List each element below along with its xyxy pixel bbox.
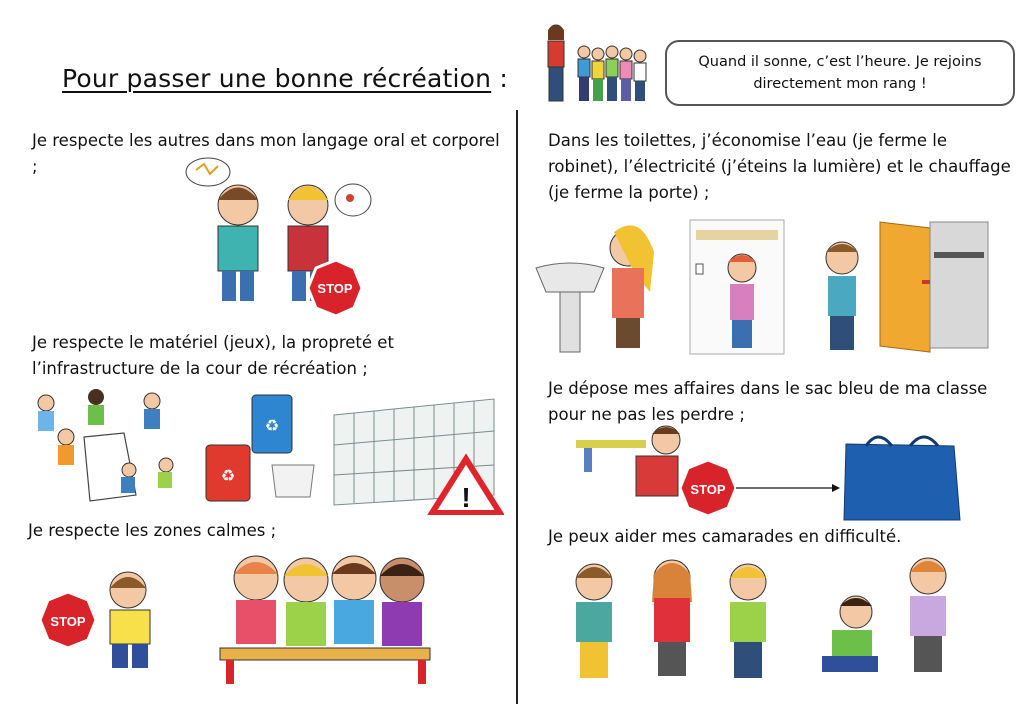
bucket-icon	[272, 465, 314, 497]
rule-respect-equipment: Je respecte le matériel (jeux), la propreté et l’infrastructure de la cour de récréation ;	[32, 333, 394, 378]
stop-sign-icon	[40, 592, 96, 648]
svg-text:!: !	[461, 482, 471, 513]
blue-bag-illustration	[570, 424, 1000, 524]
rule-toilets: Dans les toilettes, j’économise l’eau (je ferme le robinet), l’électricité (j’éteins la lumière) et le chauffage (je ferme la porte) ;	[548, 131, 1011, 202]
rule-blue-bag: Je dépose mes affaires dans le sac bleu de ma classe pour ne pas les perdre ;	[548, 379, 988, 424]
bench-with-kids	[220, 556, 430, 684]
hopscotch-kids	[38, 389, 173, 501]
rule-calm-zones: Je respecte les zones calmes ;	[28, 521, 277, 540]
stop-sign-icon	[308, 260, 362, 316]
rule-help-friends: Je peux aider mes camarades en difficulté.	[548, 527, 902, 546]
line-up-illustration	[540, 18, 660, 110]
rule-respect-others: Je respecte les autres dans mon langage oral et corporel ;	[32, 131, 500, 176]
sink-girl	[536, 225, 654, 352]
svg-text:STOP: STOP	[50, 614, 86, 629]
svg-text:STOP: STOP	[690, 482, 726, 497]
door-boy	[826, 222, 988, 352]
angry-scribble-icon	[186, 158, 230, 186]
helping-illustration	[560, 552, 990, 688]
page-title: Pour passer une bonne récréation :	[62, 64, 508, 93]
angry-scribble-icon	[335, 184, 371, 216]
blue-bag-icon	[844, 437, 960, 520]
svg-text:♻: ♻	[264, 418, 280, 435]
stop-sign-icon	[680, 460, 736, 516]
teacher-figure	[548, 25, 564, 101]
light-switch-girl	[690, 220, 784, 354]
svg-text:♻: ♻	[220, 468, 236, 485]
playground-illustration	[24, 385, 504, 515]
recycling-bin-red-icon	[206, 445, 250, 501]
kids-line	[578, 46, 646, 101]
recycling-bin-blue-icon	[252, 395, 292, 453]
arguing-kids-illustration	[178, 150, 378, 320]
column-divider	[516, 110, 518, 704]
svg-text:STOP: STOP	[317, 281, 353, 296]
calm-zone-illustration	[30, 548, 510, 698]
toilets-illustration	[530, 212, 1000, 362]
speech-bubble: Quand il sonne, c’est l’heure. Je rejoins directement mon rang !	[665, 40, 1015, 106]
